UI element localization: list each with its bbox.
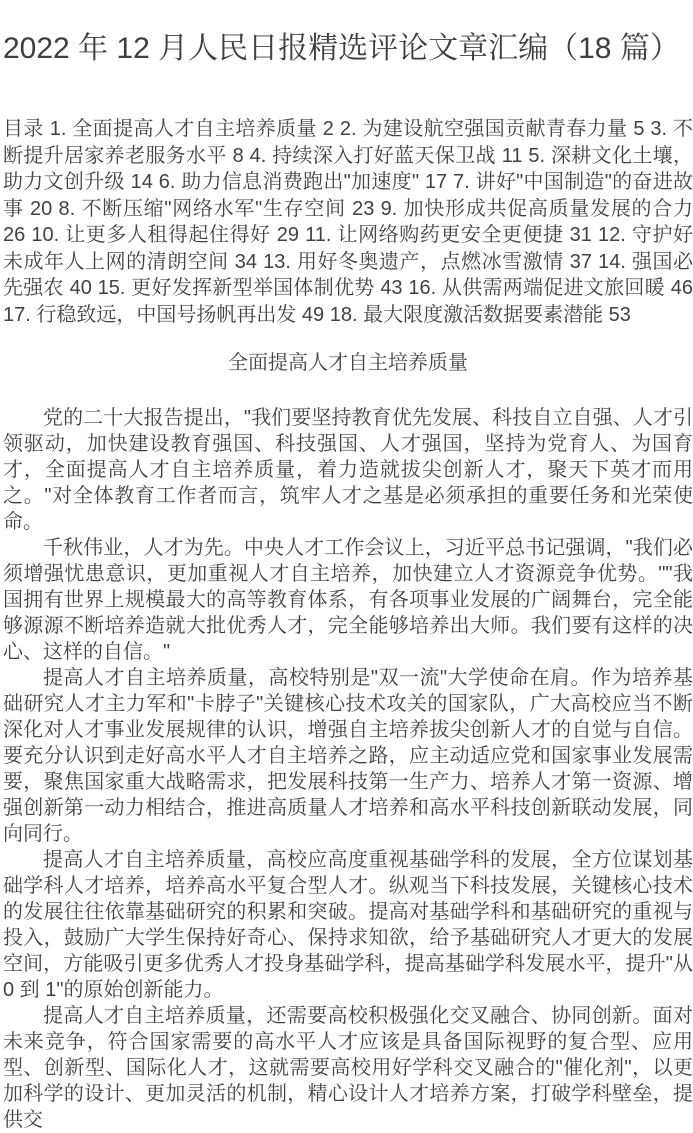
article-paragraph-3: 提高人才自主培养质量，高校特别是"双一流"大学使命在肩。作为培养基础研究人才主力军和"卡脖子"关键核心技术攻关的国家队，广大高校应当不断深化对人才事业发展规律的认识，增强自主培养拔尖创新人才的自觉与自信。要充分认识到走好高水平人才自主培养之路，应主动适应党和国家事业发展需要，聚焦国家重大战略需求，把发展科技第一生产力、培养人才第一资源、增强创新第一动力相结合，推进高质量人才培养和高水平科技创新联动发展，同向同行。 (3, 666, 693, 845)
article-paragraph-5: 提高人才自主培养质量，还需要高校积极强化交叉融合、协同创新。面对未来竞争，符合国家需要的高水平人才应该是具备国际视野的复合型、应用型、创新型、国际化人才，这就需要高校用好学科交叉融合的"催化剂"，以更加科学的设计、更加灵活的机制，精心设计人才培养方案，打破学科壁垒，提供交 (3, 1004, 693, 1131)
article-paragraph-1: 党的二十大报告提出，"我们要坚持教育优先发展、科技自立自强、人才引领驱动，加快建设教育强国、科技强国、人才强国，坚持为党育人、为国育才，全面提高人才自主培养质量，着力造就拔尖创新人才，聚天下英才而用之。"对全体教育工作者而言，筑牢人才之基是必须承担的重要任务和光荣使命。 (3, 406, 693, 533)
table-of-contents: 目录 1. 全面提高人才自主培养质量 2 2. 为建设航空强国贡献青春力量 5 3. 不断提升居家养老服务水平 8 4. 持续深入打好蓝天保卫战 11 5. 深耕文化土壤，助力文创升级 14 6. 助力信息消费跑出"加速度" 17 7. 讲好"中国制造"的奋进故事 20 8. 不断压缩"网络水军"生存空间 23 9. 加快形成共促高质量发展的合力 26 10. 让更多人租得起住得好 29 11. 让网络购药更安全更便捷 31 12. 守护好未成年人上网的清朗空间 34 13. 用好冬奥遗产，点燃冰雪激情 37 14. 强国必先强农 40 15. 更好发挥新型举国体制优势 43 16. 从供需两端促进文旅回暖 46 17. 行稳致远，中国号扬帆再出发 49 18. 最大限度激活数据要素潜能 53 (3, 118, 693, 326)
document-title: 2022 年 12 月人民日报精选评论文章汇编（18 篇） (3, 32, 680, 65)
article-paragraph-2: 千秋伟业，人才为先。中央人才工作会议上，习近平总书记强调，"我们必须增强忧患意识，更加重视人才自主培养，加快建立人才资源竞争优势。""我国拥有世界上规模最大的高等教育体系，有各项事业发展的广阔舞台，完全能够源源不断培养造就大批优秀人才，完全能够培养出大师。我们要有这样的决心、这样的自信。" (3, 536, 693, 663)
article-body (3, 405, 693, 1133)
article-title: 全面提高人才自主培养质量 (228, 352, 468, 374)
article-paragraph-4: 提高人才自主培养质量，高校应高度重视基础学科的发展，全方位谋划基础学科人才培养，培养高水平复合型人才。纵观当下科技发展，关键核心技术的发展往往依靠基础研究的积累和突破。提高对基础学科和基础研究的重视与投入，鼓励广大学生保持好奇心、保持求知欲，给予基础研究人才更大的发展空间，方能吸引更多优秀人才投身基础学科，提高基础学科发展水平，提升"从 0 到 1"的原始创新能力。 (3, 848, 693, 1001)
